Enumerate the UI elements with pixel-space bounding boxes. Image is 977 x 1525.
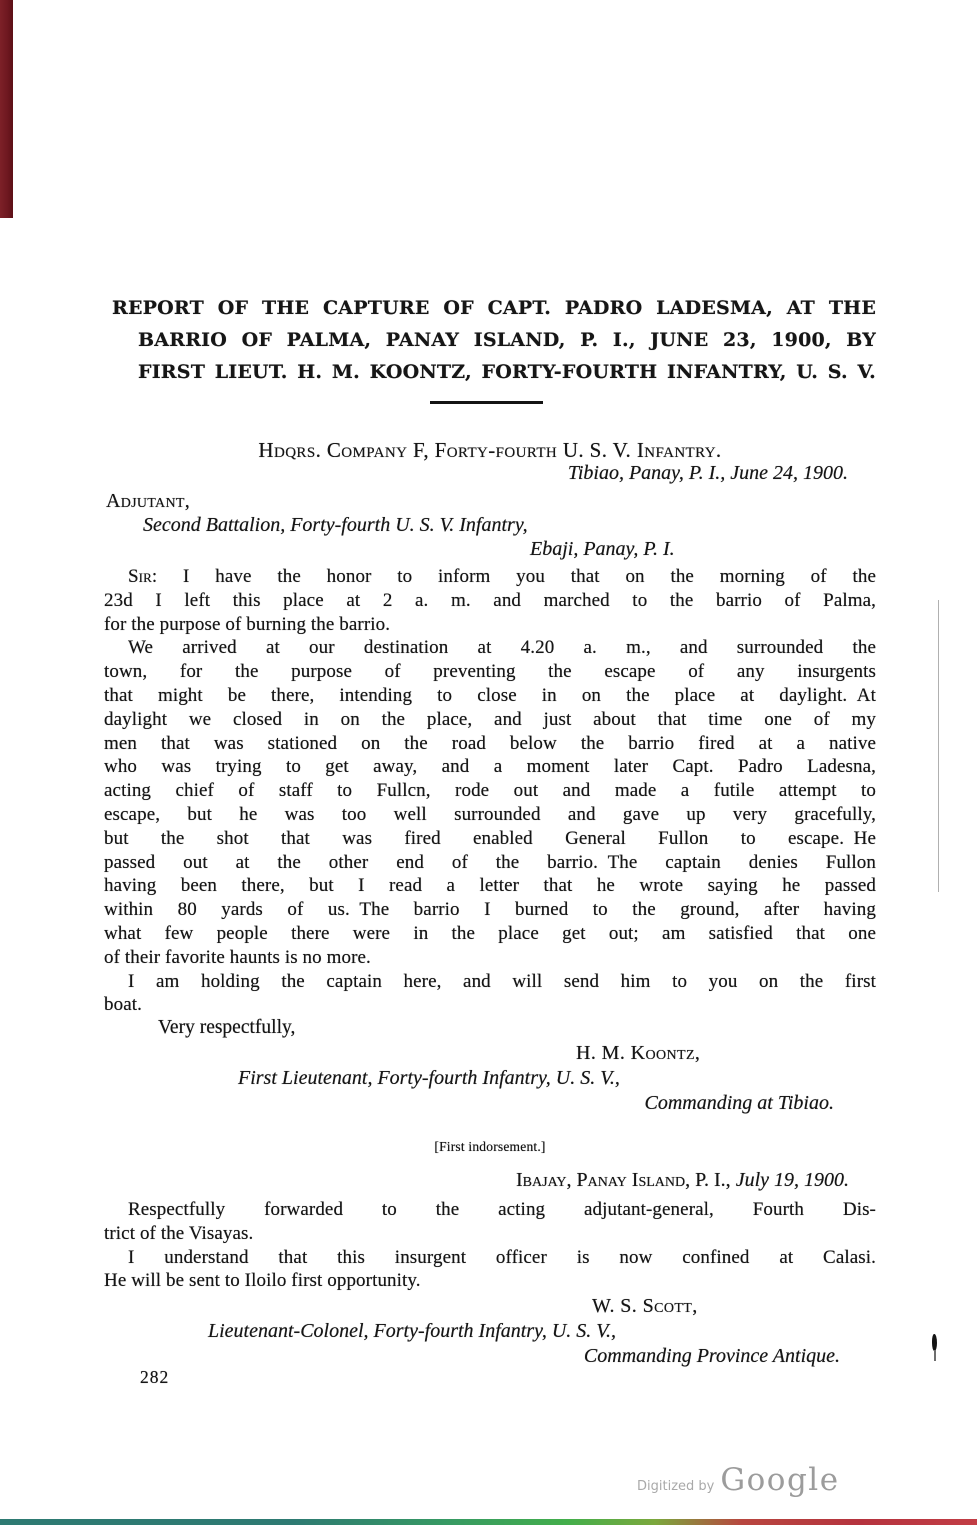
addressee-place: Ebaji, Panay, P. I.	[530, 538, 675, 560]
text-line: daylight we closed in on the place, and just about that time one of my	[104, 708, 876, 730]
text-line: I am holding the captain here, and will send him to you on the first	[128, 970, 876, 992]
paragraph	[104, 1246, 876, 1294]
scan-stray-mark	[932, 1334, 937, 1351]
paragraph	[104, 636, 876, 969]
title-divider	[430, 401, 543, 404]
text-line: passed out at the other end of the barrio. The captain denies Fullon	[104, 851, 876, 873]
letter-body	[104, 565, 876, 1017]
digitized-by-text: Digitized by	[637, 1479, 715, 1494]
text-line: having been there, but I read a letter that he wrote saying he passed	[104, 875, 876, 897]
indorsement-body	[104, 1198, 876, 1293]
indorsement-label: [First indorsement.]	[434, 1139, 546, 1154]
text-line: trict of the Visayas.	[104, 1222, 254, 1244]
text-line: acting chief of staff to Fullcn, rode out and made a futile attempt to	[104, 780, 876, 802]
text-line: I understand that this insurgent officer is now confined at Calasi.	[128, 1246, 876, 1268]
text-line: that might be there, intending to close in on the place at daylight. At	[104, 684, 876, 706]
letterhead-dateline: Tibiao, Panay, P. I., June 24, 1900.	[567, 462, 848, 484]
indorsement-signature-name: W. S. Scott,	[592, 1295, 698, 1317]
report-title-line-1: REPORT OF THE CAPTURE OF CAPT. PADRO LADESMA, AT THE	[112, 297, 876, 319]
digitized-by-watermark	[637, 1462, 840, 1498]
text-line: town, for the purpose of preventing the escape of any insurgents	[104, 661, 876, 683]
scan-stray-mark-tail	[934, 1350, 936, 1361]
text-line: 23d I left this place at 2 a. m. and marched to the barrio of Palma,	[104, 589, 876, 611]
text-line: within 80 yards of us. The barrio I burned to the ground, after having	[104, 899, 876, 921]
scan-calibration-strip	[0, 1519, 977, 1525]
text-line: We arrived at our destination at 4.20 a. m., and surrounded the	[128, 637, 876, 659]
closing-phrase: Very respectfully,	[158, 1017, 296, 1038]
text-line: boat.	[104, 994, 142, 1016]
indorsement-signature-command: Commanding Province Antique.	[583, 1345, 840, 1367]
page-number: 282	[140, 1367, 170, 1387]
letterhead-org: Hdqrs. Company F, Forty-fourth U. S. V. Infantry.	[258, 438, 722, 462]
text-line: who was trying to get away, and a moment later Capt. Padro Ladesna,	[104, 756, 876, 778]
text-line: of their favorite haunts is no more.	[104, 946, 371, 968]
text-line: what few people there were in the place get out; am satisfied that one	[104, 922, 876, 944]
google-logo: Google	[720, 1462, 840, 1498]
salutation: Sir:	[128, 566, 158, 587]
text-line	[104, 565, 876, 589]
addressee-unit: Second Battalion, Forty-fourth U. S. V. Infantry,	[143, 514, 528, 536]
report-title-line-2: BARRIO OF PALMA, PANAY ISLAND, P. I., JUNE 23, 1900, BY	[138, 329, 876, 351]
paragraph-text: I have the honor to inform you that on the morning of the	[157, 566, 876, 587]
text-line: Respectfully forwarded to the acting adjutant-general, Fourth Dis-	[128, 1199, 876, 1220]
paragraph	[104, 1198, 876, 1246]
text-line: but the shot that was fired enabled General Fullon to escape. He	[104, 827, 876, 849]
signature-command: Commanding at Tibiao.	[644, 1092, 834, 1114]
indorsement-signature-title: Lieutenant-Colonel, Forty-fourth Infantry, U. S. V.,	[208, 1320, 616, 1342]
addressee-name: Adjutant,	[106, 490, 191, 512]
report-title-line-3: FIRST LIEUT. H. M. KOONTZ, FORTY-FOURTH INFANTRY, U. S. V.	[138, 361, 876, 383]
indorsement-place: Ibajay, Panay Island, P. I.,	[516, 1169, 736, 1191]
text-line: for the purpose of burning the barrio.	[104, 613, 391, 635]
indorsement-date: July 19, 1900.	[735, 1169, 849, 1191]
indorsement-place-date	[104, 1169, 849, 1192]
paragraph	[104, 589, 876, 637]
text-line: He will be sent to Iloilo first opportunity.	[104, 1270, 421, 1292]
text-line: escape, but he was too well surrounded and gave up very gracefully,	[104, 803, 876, 825]
scan-line-artifact	[938, 600, 939, 892]
paragraph	[104, 970, 876, 1018]
signature-title: First Lieutenant, Forty-fourth Infantry, U. S. V.,	[238, 1067, 620, 1089]
scan-edge-bar	[0, 0, 13, 218]
text-line: men that was stationed on the road below the barrio fired at a native	[104, 732, 876, 754]
signature-name: H. M. Koontz,	[576, 1042, 701, 1064]
